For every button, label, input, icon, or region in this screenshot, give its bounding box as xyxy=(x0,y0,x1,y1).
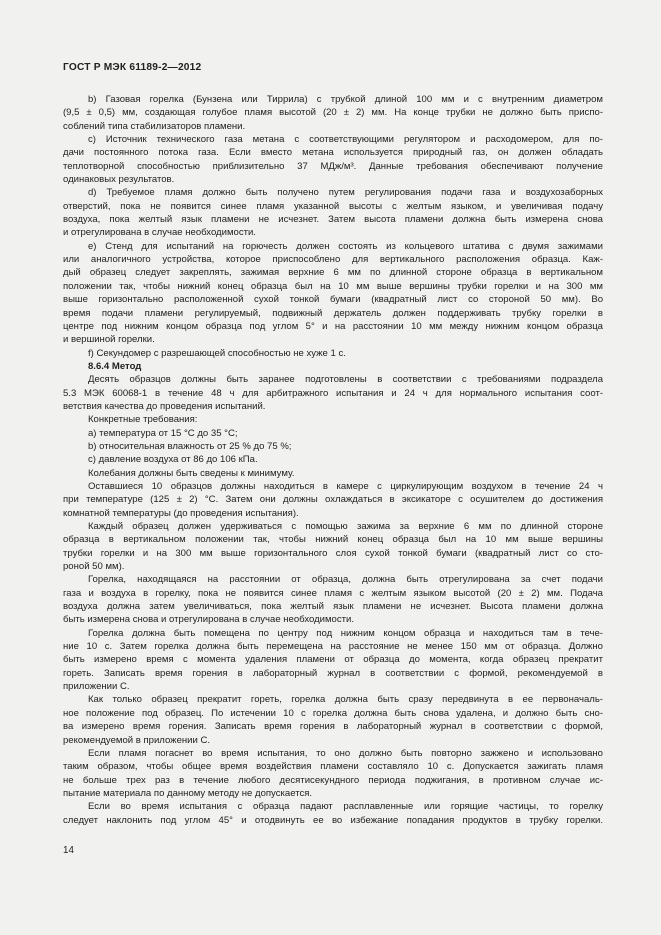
text-line: не больше трех раз в течение любого десятисекундного периода поджигания, в противном случае ис- xyxy=(63,774,603,786)
text-line: или аналогичного устройства, которое приспособлено для вертикального расположения образца. Каж- xyxy=(63,254,603,266)
text-line: c) Источник технического газа метана с соответствующими регулятором и расходомером, для по- xyxy=(88,134,603,146)
text-line: Каждый образец должен удерживаться с помощью зажима за верхние 6 мм по длинной стороне xyxy=(88,521,603,532)
text-line: ное положение под образец. По истечении 10 с горелка должна быть снова удалена, и должно быть сно- xyxy=(63,707,603,719)
text-line: 5.3 МЭК 60068-1 в течение 48 ч для арбитражного испытания и 24 ч для нормального испытания соот- xyxy=(63,387,603,399)
text-line: и вершиной горелки. xyxy=(63,334,155,346)
text-line: при температуре (125 ± 2) °C. Затем они должны охлаждаться в эксикаторе с осушителем до достижения xyxy=(63,494,603,506)
text-line: газа и воздуха в горелку, пока не появится синее пламя с желтым языком высотой (20 ± 2) мм. Подача xyxy=(63,587,603,599)
text-line: a) температура от 15 °C до 35 °C; xyxy=(88,427,238,439)
text-line: теплотворной способностью приблизительно 37 МДж/м³. Данные требования обеспечивают получение xyxy=(63,160,603,172)
text-line: ние 10 с. Затем горелка должна быть перемещена на расстояние не менее 150 мм от образца. Должно xyxy=(63,641,603,653)
text-line: Как только образец прекратит гореть, горелка должна быть сразу передвинута в ее первоначаль- xyxy=(88,694,603,706)
page-number: 14 xyxy=(63,845,74,856)
text-line: (9,5 ± 0,5) мм, создающая голубое пламя высотой (20 ± 2) мм. На конце трубки не должно быть приспо- xyxy=(63,107,603,119)
text-line: Горелка должна быть помещена по центру под нижним концом образца и находиться там в тече- xyxy=(88,627,603,639)
document-body xyxy=(63,93,603,827)
text-line: образца в вертикальном положении так, чтобы нижний конец образца был на 10 мм выше вершины xyxy=(63,534,603,546)
text-line: c) давление воздуха от 86 до 106 кПа. xyxy=(88,454,258,466)
text-line: следует наклонить под углом 45° и отодвинуть ее во избежание попадания продуктов в трубку горелки. xyxy=(63,814,603,826)
text-line: дый образец следует закреплять, зажимая верхние 6 мм по длинной стороне образца в вертикальном xyxy=(63,267,603,279)
text-line: Оставшиеся 10 образцов должны находиться в камере с циркулирующим воздухом в течение 24 ч xyxy=(88,480,603,492)
text-line: быть измерена снова и отрегулирована в случае необходимости. xyxy=(63,614,355,626)
text-line: Если во время испытания с образца падают расплавленные или горящие частицы, то горелку xyxy=(88,801,603,813)
text-line: таким образом, чтобы общее время воздействия пламени составляло 10 с. Допускается зажигать пламя xyxy=(63,761,603,773)
text-line: d) Требуемое пламя должно быть получено путем регулирования подачи газа и воздухозаборных xyxy=(88,187,603,199)
text-line: рекомендуемой в приложении С. xyxy=(63,734,211,746)
text-line: b) Газовая горелка (Бунзена или Тиррила) с трубкой длиной 100 мм и с внутренним диаметром xyxy=(88,94,603,105)
text-line: воздуха, пока желтый язык пламени не исчезнет. Затем высота пламени должна быть измерена снова xyxy=(63,214,603,226)
text-line: положении так, чтобы нижний конец образца был на 10 мм выше вершины трубки горелки и на 300 мм xyxy=(63,280,603,292)
text-line: роной 50 мм). xyxy=(63,561,125,573)
text-line: b) относительная влажность от 25 % до 75 %; xyxy=(88,440,292,452)
text-line: ветствия качества до проведения испытаний. xyxy=(63,400,266,412)
text-line: дачи постоянного потока газа. Если вместо метана используется природный газ, он должен обладать xyxy=(63,147,603,159)
text-line: отверстий, пока не появится синее пламя указанной высоты с желтым языком, и увеличивая подачу xyxy=(63,200,603,212)
text-line: воздуха должна затем увеличиваться, пока желтый язык пламени не исчезнет. Высота пламени должна xyxy=(63,601,603,613)
text-line: Конкретные требования: xyxy=(88,414,198,426)
text-line: соблений типа стабилизаторов пламени. xyxy=(63,120,246,132)
text-line: комнатной температуры (до проведения испытания). xyxy=(63,507,299,519)
text-line: 8.6.4 Метод xyxy=(88,360,142,372)
text-line: выше горизонтально расположенной сухой тонкой бумаги (квадратный лист со стороной 50 мм). Во xyxy=(63,294,603,306)
text-line: e) Стенд для испытаний на горючесть должен состоять из кольцевого штатива с двумя зажимами xyxy=(88,240,603,252)
text-line: и отрегулирована в случае необходимости. xyxy=(63,227,256,239)
text-line: трубки горелки и на 300 мм выше горизонтального слоя сухой тонкой бумаги (квадратный лист со сто- xyxy=(63,547,603,559)
text-line: Десять образцов должны быть заранее подготовлены в соответствии с требованиями подраздела xyxy=(88,374,603,386)
text-line: время подачи пламени регулируемый, подвижный держатель должен поддерживать трубку горелки в xyxy=(63,307,603,319)
text-line: гореть. Записать время горения в лабораторный журнал в соответствии с формой, рекомендуемой в xyxy=(63,667,603,679)
text-line: пытание материала по данному методу не допускается. xyxy=(63,787,313,799)
text-line: Если пламя погаснет во время испытания, то оно должно быть повторно зажжено и использовано xyxy=(88,747,603,759)
document-header: ГОСТ Р МЭК 61189-2—2012 xyxy=(63,62,202,73)
text-line: ва измерено время горения. Записать время горения в лабораторный журнал в соответствии с формой, xyxy=(63,721,603,733)
text-line: одинаковых результатов. xyxy=(63,174,175,186)
text-line: Колебания должны быть сведены к минимуму. xyxy=(88,467,295,479)
text-line: f) Секундомер с разрешающей способностью не хуже 1 с. xyxy=(88,347,346,359)
text-line: быть измерено время с момента удаления пламени от образца до момента, когда образец прекратит xyxy=(63,654,603,666)
text-line: приложении С. xyxy=(63,681,130,693)
text-line: Горелка, находящаяся на расстоянии от образца, должна быть отрегулирована за счет подачи xyxy=(88,574,603,586)
text-line: центре под нижним концом образца под углом 5° и на расстоянии 10 мм между нижним концом образца xyxy=(63,320,603,332)
